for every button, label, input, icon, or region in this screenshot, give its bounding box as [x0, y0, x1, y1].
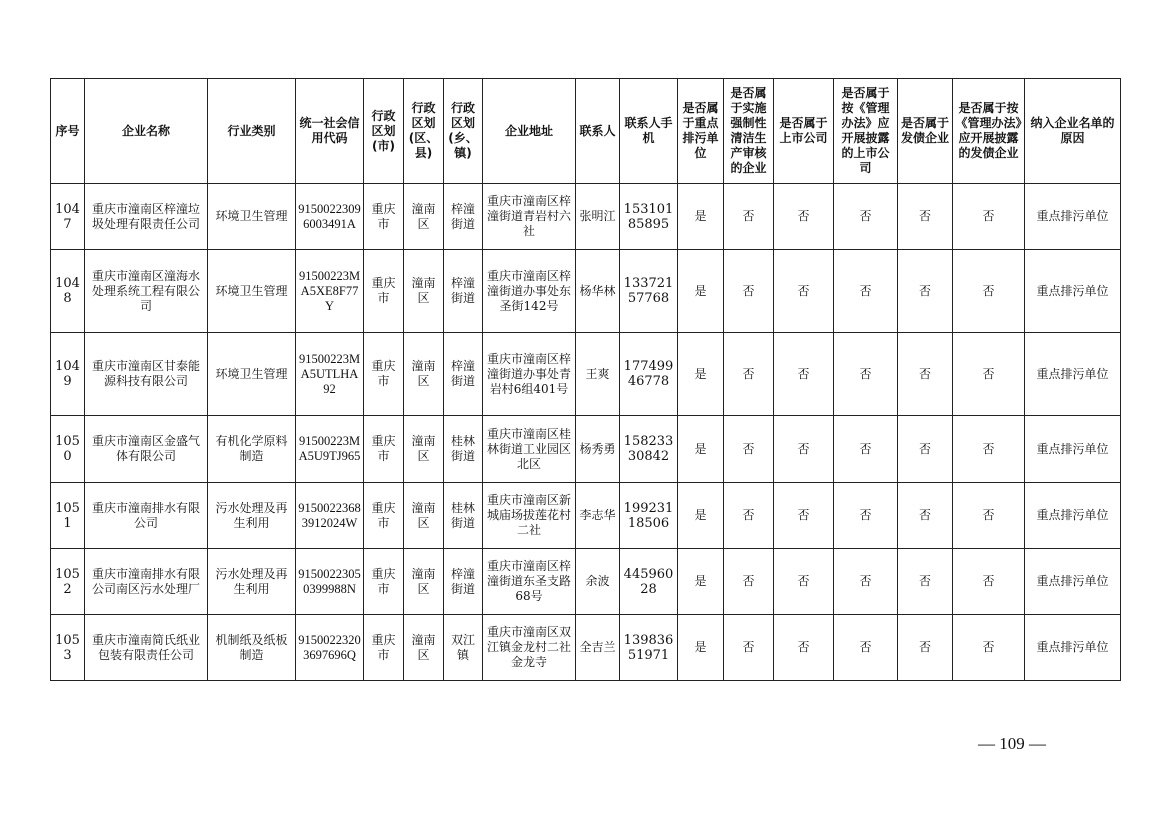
row-credit-code: 91500223MA5U9TJ965 [296, 416, 364, 483]
row-phone: 13983651971 [620, 615, 678, 681]
row-listed-disclosure: 否 [834, 483, 898, 549]
header-cell-bond-disclosure: 是否属于按《管理办法》应开展披露的发债企业 [953, 79, 1025, 184]
header-cell-district: 行政区划(区、县) [404, 79, 444, 184]
row-seq: 1049 [51, 333, 85, 416]
row-clean-audit: 否 [724, 250, 774, 333]
table-row [51, 416, 1121, 483]
row-district: 潼南区 [404, 483, 444, 549]
row-credit-code: 91500223096003491A [296, 184, 364, 250]
row-credit-code: 91500223050399988N [296, 549, 364, 615]
header-cell-listed: 是否属于上市公司 [774, 79, 834, 184]
header-cell-phone: 联系人手机 [620, 79, 678, 184]
row-address: 重庆市潼南区梓潼街道办事处东圣街142号 [483, 250, 576, 333]
row-bond-issuer: 否 [898, 549, 953, 615]
row-industry: 污水处理及再生利用 [208, 549, 296, 615]
row-listed: 否 [774, 333, 834, 416]
row-company: 重庆市潼南排水有限公司南区污水处理厂 [85, 549, 208, 615]
row-address: 重庆市潼南区梓潼街道东圣支路68号 [483, 549, 576, 615]
row-bond-disclosure: 否 [953, 333, 1025, 416]
row-town: 桂林街道 [444, 483, 483, 549]
row-listed-disclosure: 否 [834, 416, 898, 483]
row-clean-audit: 否 [724, 333, 774, 416]
row-reason: 重点排污单位 [1025, 250, 1121, 333]
row-address: 重庆市潼南区桂林街道工业园区北区 [483, 416, 576, 483]
row-listed-disclosure: 否 [834, 615, 898, 681]
table-row [51, 549, 1121, 615]
row-city: 重庆市 [364, 615, 404, 681]
row-address: 重庆市潼南区新城庙场拔莲花村二社 [483, 483, 576, 549]
row-contact: 李志华 [576, 483, 620, 549]
table-row [51, 333, 1121, 416]
row-bond-disclosure: 否 [953, 184, 1025, 250]
row-listed: 否 [774, 250, 834, 333]
row-clean-audit: 否 [724, 549, 774, 615]
row-listed-disclosure: 否 [834, 250, 898, 333]
row-seq: 1053 [51, 615, 85, 681]
row-industry: 环境卫生管理 [208, 184, 296, 250]
table-row [51, 483, 1121, 549]
row-contact: 余波 [576, 549, 620, 615]
row-industry: 环境卫生管理 [208, 250, 296, 333]
row-reason: 重点排污单位 [1025, 333, 1121, 416]
row-company: 重庆市潼南简氏纸业包装有限责任公司 [85, 615, 208, 681]
enterprise-table [50, 78, 1121, 681]
row-company: 重庆市潼南区金盛气体有限公司 [85, 416, 208, 483]
row-key-polluter: 是 [678, 483, 724, 549]
row-address: 重庆市潼南区梓潼街道办事处青岩村6组401号 [483, 333, 576, 416]
row-clean-audit: 否 [724, 416, 774, 483]
row-seq: 1048 [51, 250, 85, 333]
row-bond-disclosure: 否 [953, 549, 1025, 615]
row-contact: 杨秀勇 [576, 416, 620, 483]
row-listed-disclosure: 否 [834, 184, 898, 250]
row-company: 重庆市潼南区潼海水处理系统工程有限公司 [85, 250, 208, 333]
row-town: 梓潼街道 [444, 250, 483, 333]
row-phone: 13372157768 [620, 250, 678, 333]
row-listed: 否 [774, 416, 834, 483]
table-row [51, 250, 1121, 333]
row-address: 重庆市潼南区双江镇金龙村二社金龙寺 [483, 615, 576, 681]
row-city: 重庆市 [364, 333, 404, 416]
row-city: 重庆市 [364, 549, 404, 615]
header-cell-town: 行政区划(乡、镇) [444, 79, 483, 184]
row-listed-disclosure: 否 [834, 549, 898, 615]
row-phone: 19923118506 [620, 483, 678, 549]
header-cell-bond-issuer: 是否属于发债企业 [898, 79, 953, 184]
header-cell-company: 企业名称 [85, 79, 208, 184]
row-clean-audit: 否 [724, 615, 774, 681]
row-district: 潼南区 [404, 416, 444, 483]
row-reason: 重点排污单位 [1025, 416, 1121, 483]
row-seq: 1052 [51, 549, 85, 615]
row-town: 梓潼街道 [444, 549, 483, 615]
row-clean-audit: 否 [724, 184, 774, 250]
row-contact: 张明江 [576, 184, 620, 250]
row-credit-code: 91500223MA5XE8F77Y [296, 250, 364, 333]
table-row [51, 615, 1121, 681]
row-city: 重庆市 [364, 250, 404, 333]
row-phone: 15310185895 [620, 184, 678, 250]
row-city: 重庆市 [364, 184, 404, 250]
row-company: 重庆市潼南区甘泰能源科技有限公司 [85, 333, 208, 416]
row-address: 重庆市潼南区梓潼街道青岩村六社 [483, 184, 576, 250]
row-reason: 重点排污单位 [1025, 184, 1121, 250]
row-key-polluter: 是 [678, 416, 724, 483]
row-seq: 1047 [51, 184, 85, 250]
row-reason: 重点排污单位 [1025, 549, 1121, 615]
row-contact: 杨华林 [576, 250, 620, 333]
header-cell-credit-code: 统一社会信用代码 [296, 79, 364, 184]
row-town: 梓潼街道 [444, 184, 483, 250]
row-company: 重庆市潼南排水有限公司 [85, 483, 208, 549]
row-clean-audit: 否 [724, 483, 774, 549]
row-listed: 否 [774, 549, 834, 615]
row-key-polluter: 是 [678, 615, 724, 681]
row-seq: 1051 [51, 483, 85, 549]
row-credit-code: 91500223203697696Q [296, 615, 364, 681]
row-district: 潼南区 [404, 549, 444, 615]
row-town: 桂林街道 [444, 416, 483, 483]
row-key-polluter: 是 [678, 184, 724, 250]
header-cell-industry: 行业类别 [208, 79, 296, 184]
row-industry: 环境卫生管理 [208, 333, 296, 416]
row-bond-issuer: 否 [898, 483, 953, 549]
header-cell-clean-audit: 是否属于实施强制性清洁生产审核的企业 [724, 79, 774, 184]
row-industry: 机制纸及纸板制造 [208, 615, 296, 681]
row-bond-issuer: 否 [898, 250, 953, 333]
row-town: 梓潼街道 [444, 333, 483, 416]
row-bond-disclosure: 否 [953, 416, 1025, 483]
row-industry: 有机化学原料制造 [208, 416, 296, 483]
row-listed: 否 [774, 483, 834, 549]
row-key-polluter: 是 [678, 250, 724, 333]
header-cell-key-polluter: 是否属于重点排污单位 [678, 79, 724, 184]
row-listed: 否 [774, 184, 834, 250]
row-district: 潼南区 [404, 333, 444, 416]
row-bond-disclosure: 否 [953, 250, 1025, 333]
header-cell-listed-disclosure: 是否属于按《管理办法》应开展披露的上市公司 [834, 79, 898, 184]
row-key-polluter: 是 [678, 549, 724, 615]
row-city: 重庆市 [364, 483, 404, 549]
row-phone: 17749946778 [620, 333, 678, 416]
row-town: 双江镇 [444, 615, 483, 681]
row-contact: 王爽 [576, 333, 620, 416]
row-reason: 重点排污单位 [1025, 483, 1121, 549]
row-phone: 15823330842 [620, 416, 678, 483]
row-bond-disclosure: 否 [953, 615, 1025, 681]
header-cell-seq: 序号 [51, 79, 85, 184]
row-credit-code: 91500223683912024W [296, 483, 364, 549]
row-seq: 1050 [51, 416, 85, 483]
row-company: 重庆市潼南区梓潼垃圾处理有限责任公司 [85, 184, 208, 250]
header-cell-contact: 联系人 [576, 79, 620, 184]
header-cell-address: 企业地址 [483, 79, 576, 184]
header-cell-city: 行政区划(市) [364, 79, 404, 184]
row-listed: 否 [774, 615, 834, 681]
table-row [51, 184, 1121, 250]
row-bond-issuer: 否 [898, 333, 953, 416]
page-number: — 109 — [978, 734, 1046, 753]
row-bond-disclosure: 否 [953, 483, 1025, 549]
row-district: 潼南区 [404, 250, 444, 333]
row-reason: 重点排污单位 [1025, 615, 1121, 681]
row-credit-code: 91500223MA5UTLHA92 [296, 333, 364, 416]
row-key-polluter: 是 [678, 333, 724, 416]
header-cell-reason: 纳入企业名单的原因 [1025, 79, 1121, 184]
row-bond-issuer: 否 [898, 615, 953, 681]
row-contact: 全吉兰 [576, 615, 620, 681]
row-city: 重庆市 [364, 416, 404, 483]
row-district: 潼南区 [404, 615, 444, 681]
row-district: 潼南区 [404, 184, 444, 250]
row-bond-issuer: 否 [898, 184, 953, 250]
row-industry: 污水处理及再生利用 [208, 483, 296, 549]
row-phone: 44596028 [620, 549, 678, 615]
row-listed-disclosure: 否 [834, 333, 898, 416]
header-row [51, 79, 1121, 184]
row-bond-issuer: 否 [898, 416, 953, 483]
